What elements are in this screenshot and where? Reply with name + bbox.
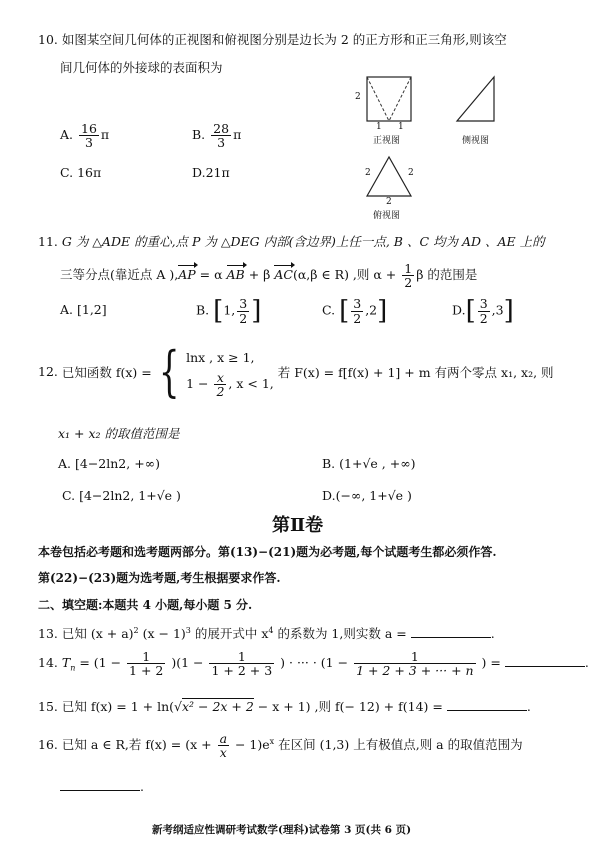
frac-num: 1 xyxy=(209,650,274,664)
q11-text-a: 三等分点(靠近点 A ), xyxy=(60,267,179,283)
option-value: [1,2] xyxy=(77,302,107,317)
frac-num: 28 xyxy=(213,121,230,136)
piece-1: lnx , x ≥ 1, xyxy=(186,349,255,365)
side-view-triangle xyxy=(457,77,494,121)
pi-symbol: π xyxy=(100,127,110,143)
q11-line1 xyxy=(38,232,545,250)
q11-text-b: β 的范围是 xyxy=(416,267,478,283)
q13-text-c: 的展开式中 x xyxy=(190,626,269,641)
piecewise-cases xyxy=(186,345,274,398)
frac-num: 3 xyxy=(239,296,248,312)
top-right-label: 2 xyxy=(408,168,414,178)
side-view-caption: 侧视图 xyxy=(462,136,490,146)
front-view-dashed-left xyxy=(367,77,389,121)
frac-den: 2 xyxy=(353,310,362,326)
q11-option-c: C. [ $\frac{3}{2}$ ,2] xyxy=(322,296,388,326)
frac-num: 3 xyxy=(479,296,488,312)
vector-ab: AB xyxy=(226,267,245,283)
frac-num: 1 xyxy=(404,261,413,276)
frac-den: 3 xyxy=(217,135,226,151)
q12-option-b xyxy=(322,456,416,471)
option-label: B. xyxy=(196,302,210,318)
option-label: B. xyxy=(192,127,206,143)
q11-option-d: D.[ $\frac{3}{2}$ ,3] xyxy=(452,296,514,326)
q16-text-a: 已知 a ∈ R,若 f(x) = (x + xyxy=(61,737,216,753)
top-view-caption: 俯视图 xyxy=(373,211,401,221)
q15-text-a: 已知 f(x) = 1 + ln( xyxy=(61,699,174,714)
page-footer: 新考纲适应性调研考试数学(理科)试卷第 3 页(共 6 页) xyxy=(152,824,412,836)
frac-den: 2 xyxy=(216,384,225,399)
q11-option-a xyxy=(60,302,107,317)
front-bottom-left-label: 1 xyxy=(376,122,382,132)
curly-brace: { xyxy=(158,340,180,403)
q11-line2 xyxy=(60,262,477,289)
q10-line1 xyxy=(38,30,507,48)
vector-ac: AC xyxy=(274,267,293,283)
q14-mid1: )(1 − xyxy=(167,655,208,671)
frac-den: 2 xyxy=(479,310,488,326)
sqrt-body: x² − 2x + 2 xyxy=(181,699,254,714)
option-label: C. xyxy=(62,488,76,503)
exponent: 4 xyxy=(268,625,274,635)
frac-num: 16 xyxy=(81,121,97,136)
q13 xyxy=(38,624,495,642)
q12-option-a xyxy=(58,456,160,471)
exponent: x xyxy=(269,736,275,746)
frac-den: 1 + 2 + 3 + ··· + n xyxy=(356,663,474,679)
q16 xyxy=(38,732,523,759)
exponent: 2 xyxy=(133,625,139,635)
answer-blank[interactable] xyxy=(411,625,491,638)
option-label: C. xyxy=(322,302,336,318)
front-side-label: 2 xyxy=(355,92,361,102)
q11-cond: (α,β ∈ R) ,则 α + xyxy=(292,267,401,283)
q14-mid2: ) · ··· · (1 − xyxy=(276,655,353,671)
option-label: B. xyxy=(322,456,336,471)
q14-number: 14. xyxy=(38,655,58,671)
q16-text-c: 在区间 (1,3) 上有极值点,则 a 的取值范围为 xyxy=(274,737,523,753)
period: . xyxy=(584,655,589,671)
q16-answer-line xyxy=(60,778,144,794)
q13-text-a: 已知 (x + a) xyxy=(61,626,134,641)
option-label: D. xyxy=(452,302,466,318)
q10-option-b xyxy=(192,122,241,149)
answer-blank[interactable] xyxy=(447,698,527,711)
option-value: [4−2ln2, +∞) xyxy=(75,456,160,471)
section-title: 第Ⅱ卷 xyxy=(272,515,324,536)
period: . xyxy=(140,779,144,794)
front-view-square xyxy=(367,77,411,121)
frac-num: 1 xyxy=(127,650,165,664)
option-right: ,2 xyxy=(365,302,378,318)
frac-den: 2 xyxy=(404,275,413,291)
frac-den: 3 xyxy=(84,135,93,151)
q10-number: 10. xyxy=(38,32,58,47)
q11-number: 11. xyxy=(38,234,58,249)
q12-line2: x₁ + x₂ 的取值范围是 xyxy=(58,426,180,441)
q12-middle: 若 F(x) = f[f(x) + 1] + m 有两个零点 x₁, x₂, 则 xyxy=(277,364,554,380)
option-value: [4−2ln2, 1+√e ) xyxy=(79,488,181,503)
section-heading: 二、填空题:本题共 4 小题,每小题 5 分. xyxy=(38,598,253,612)
q13-text-d: 的系数为 1,则实数 a = xyxy=(273,626,411,641)
option-label: D. xyxy=(322,488,336,503)
exponent: 3 xyxy=(185,625,191,635)
piece-2b: , x < 1, xyxy=(228,376,274,391)
q15-text-b: − x + 1) ,则 f(− 12) + f(14) = xyxy=(253,699,447,714)
front-view-caption: 正视图 xyxy=(373,136,401,146)
q12-line1 xyxy=(38,340,554,403)
frac-num: x xyxy=(214,371,226,385)
q13-text-b: (x − 1) xyxy=(138,626,186,641)
option-value: 16π xyxy=(77,165,102,180)
q16-number: 16. xyxy=(38,737,58,753)
q14-eq: = (1 − xyxy=(75,655,126,671)
q10-option-a xyxy=(60,122,109,149)
piece-2a: 1 − xyxy=(186,376,213,391)
subscript: n xyxy=(70,663,76,673)
q15: 15. 已知 f(x) = 1 + ln(√x² − 2x + 2 − x + 1) ,则 f(− 12) + f(14) = . xyxy=(38,699,531,714)
frac-den: 2 xyxy=(239,310,248,326)
frac-den: 1 + 2 + 3 xyxy=(211,663,273,679)
frac-num: 3 xyxy=(353,296,362,312)
front-view-dashed-right xyxy=(389,77,411,121)
frac-num: a xyxy=(219,731,228,746)
q14 xyxy=(38,650,589,677)
frac-den: x xyxy=(219,745,227,761)
q12-prefix: 已知函数 f(x) = xyxy=(61,364,152,380)
q15-number: 15. xyxy=(38,699,58,714)
option-right: ,3 xyxy=(491,302,504,318)
q10-text: 如图某空间几何体的正视图和俯视图分别是边长为 2 的正方形和正三角形,则该空 xyxy=(61,32,507,47)
option-left: 1, xyxy=(223,302,236,318)
answer-blank[interactable] xyxy=(60,778,140,791)
option-label: A. xyxy=(58,456,72,471)
q14-close: ) = xyxy=(477,655,505,671)
frac-den: 1 + 2 xyxy=(129,663,164,679)
top-bottom-label: 2 xyxy=(386,197,392,207)
option-label: C. xyxy=(60,165,74,180)
q12-number: 12. xyxy=(38,364,58,379)
three-view-figure xyxy=(340,75,520,225)
q11-eq: = α xyxy=(195,267,227,283)
q12-option-c xyxy=(62,488,181,503)
q10-option-d xyxy=(192,165,230,180)
period: . xyxy=(490,626,495,641)
q11-text: G 为 △ADE 的重心,点 P 为 △DEG 内部(含边界)上任一点, B 、C 均为 AD 、AE 上的 xyxy=(61,234,545,249)
vector-ap: AP xyxy=(178,267,196,283)
q10-line2: 间几何体的外接球的表面积为 xyxy=(60,60,223,75)
t-symbol: T xyxy=(61,655,71,671)
q10-option-c xyxy=(60,165,101,180)
pi-symbol: π xyxy=(233,127,242,143)
period: . xyxy=(526,699,531,714)
top-left-label: 2 xyxy=(365,168,371,178)
section-desc-line1: 本卷包括必考题和选考题两部分。第(13)−(21)题为必考题,每个试题考生都必须作答. xyxy=(38,545,497,559)
answer-blank[interactable] xyxy=(505,654,585,667)
front-bottom-right-label: 1 xyxy=(398,122,404,132)
option-value: (1+√e , +∞) xyxy=(339,456,416,471)
q16-text-b: − 1)e xyxy=(231,737,270,753)
option-value: 21π xyxy=(205,165,230,180)
option-label: D. xyxy=(192,165,206,180)
option-label: A. xyxy=(60,127,74,143)
q13-number: 13. xyxy=(38,626,58,641)
top-view-triangle xyxy=(367,157,411,196)
q12-option-d xyxy=(322,488,412,503)
q11-plus: + β xyxy=(244,267,275,283)
frac-num: 1 xyxy=(354,650,476,664)
q11-option-b: B. [1, $\frac{3}{2}$ ] xyxy=(196,296,262,326)
option-value: (−∞, 1+√e ) xyxy=(335,488,412,503)
option-label: A. xyxy=(60,302,74,317)
section-desc-line2: 第(22)−(23)题为选考题,考生根据要求作答. xyxy=(38,571,281,585)
